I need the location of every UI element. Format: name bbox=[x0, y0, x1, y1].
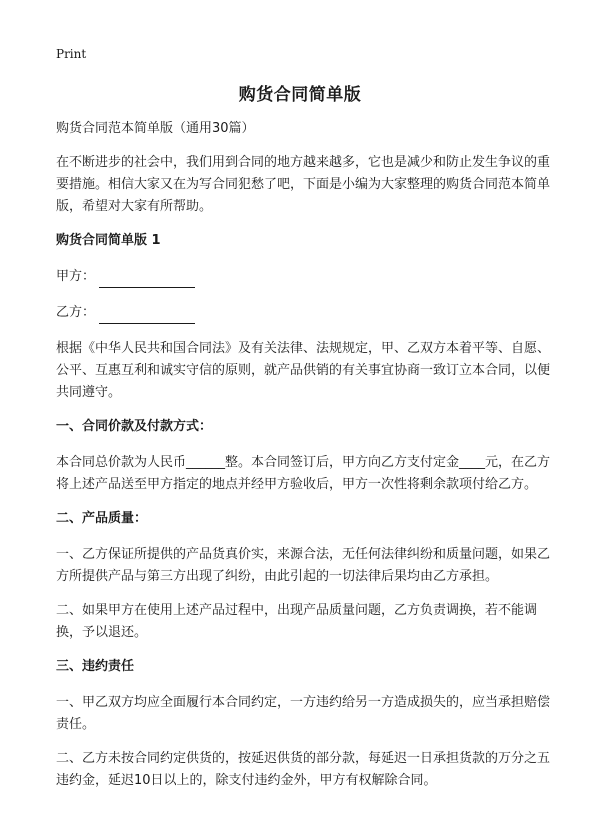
price-paragraph: 本合同总价款为人民币______整。本合同签订后，甲方向乙方支付定金____元，在乙方将上述产品送至甲方指定的地点并经甲方验收后，甲方一次性将剩余款项付给乙方。 bbox=[56, 455, 551, 492]
preamble-paragraph: 根据《中华人民共和国合同法》及有关法律、法规规定，甲、乙双方本着平等、自愿、公平、互惠互利和诚实守信的原则，就产品供销的有关事宜协商一致订立本合同，以便共同遵守。 bbox=[56, 341, 551, 400]
party-b-blank bbox=[99, 307, 195, 324]
print-link[interactable]: Print bbox=[56, 47, 87, 61]
party-b-label: 乙方： bbox=[56, 305, 96, 320]
heading-product-quality: 二、产品质量： bbox=[56, 511, 148, 526]
document-subtitle: 购货合同范本简单版（通用30篇） bbox=[56, 121, 255, 136]
party-a-row bbox=[56, 266, 556, 288]
breach-paragraph-2: 二、乙方未按合同约定供货的，按延迟供货的部分款，每延迟一日承担货款的万分之五违约金，延迟10日以上的，除支付违约金外，甲方有权解除合同。 bbox=[56, 751, 551, 788]
document-body bbox=[56, 118, 556, 804]
intro-paragraph: 在不断进步的社会中，我们用到合同的地方越来越多，它也是减少和防止发生争议的重要措施。相信大家又在为写合同犯愁了吧，下面是小编为大家整理的购货合同范本简单版，希望对大家有所帮助。 bbox=[56, 155, 551, 214]
party-a-blank bbox=[99, 271, 195, 288]
heading-price-payment: 一、合同价款及付款方式： bbox=[56, 419, 213, 434]
breach-paragraph-1: 一、甲乙双方均应全面履行本合同约定，一方违约给另一方造成损失的，应当承担赔偿责任。 bbox=[56, 695, 551, 732]
quality-paragraph-1: 一、乙方保证所提供的产品货真价实，来源合法，无任何法律纠纷和质量问题，如果乙方所提供产品与第三方出现了纠纷，由此引起的一切法律后果均由乙方承担。 bbox=[56, 547, 551, 584]
party-a-label: 甲方： bbox=[56, 269, 96, 284]
heading-breach-liability: 三、违约责任 bbox=[56, 659, 135, 674]
quality-paragraph-2: 二、如果甲方在使用上述产品过程中，出现产品质量问题，乙方负责调换，若不能调换，予以退还。 bbox=[56, 603, 538, 640]
document-title: 购货合同简单版 bbox=[238, 85, 362, 105]
party-b-row bbox=[56, 302, 556, 324]
section-heading-contract-1: 购货合同简单版 1 bbox=[56, 233, 161, 248]
